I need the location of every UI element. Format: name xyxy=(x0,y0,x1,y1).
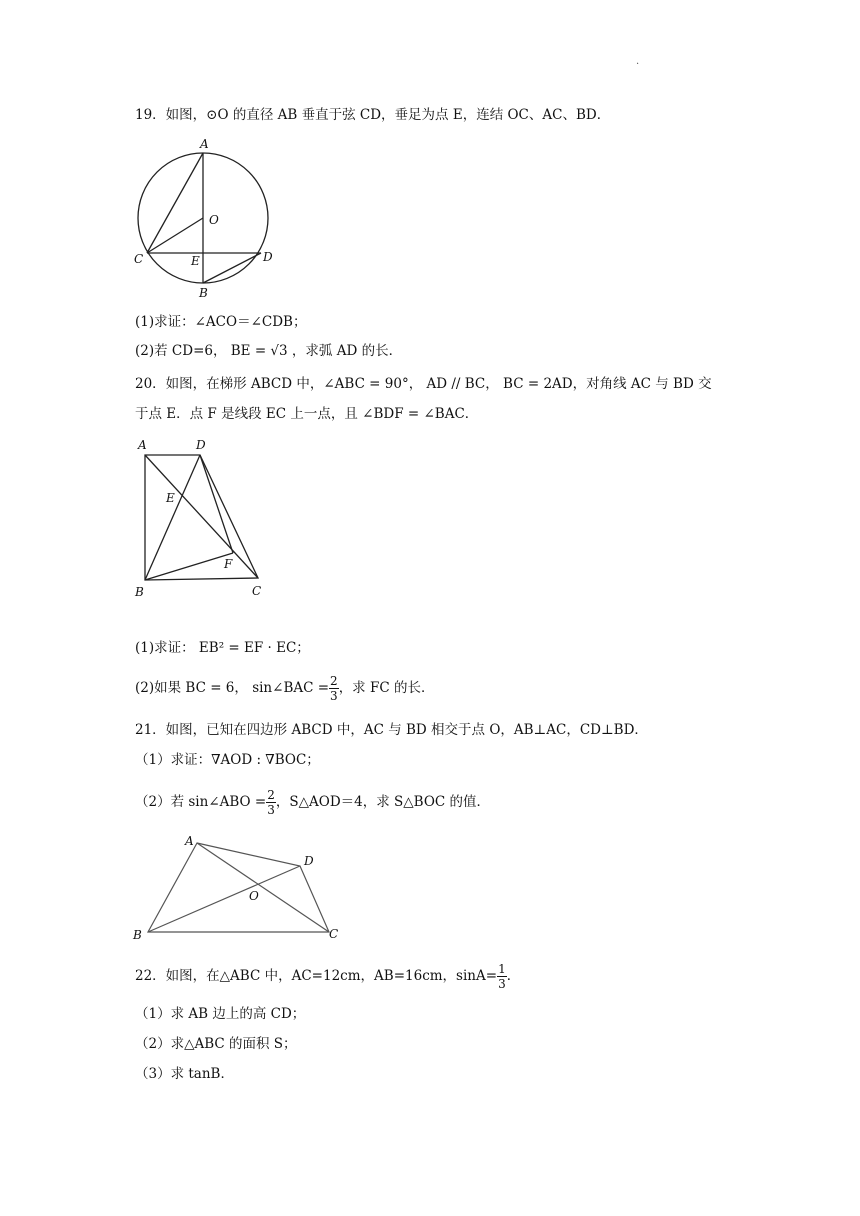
q22-stem-post: ． xyxy=(506,968,521,984)
label-a: A xyxy=(138,438,147,452)
q21-part2 xyxy=(135,788,490,817)
label-d: D xyxy=(263,250,273,264)
q20-fraction xyxy=(329,674,339,703)
label-b: B xyxy=(199,286,208,300)
corner-mark: . xyxy=(636,56,640,67)
q21-part2-pre: （2）若 sin∠ABO = xyxy=(135,794,267,810)
label-f: F xyxy=(224,557,233,571)
q20-stem-line2: 于点 E．点 F 是线段 EC 上一点，且 ∠BDF = ∠BAC． xyxy=(135,406,479,422)
q20-part2-pre: (2)如果 BC = 6， sin∠BAC = xyxy=(135,680,330,696)
q22-part1: （1）求 AB 边上的高 CD； xyxy=(135,1006,306,1022)
q22-part3: （3）求 tanB． xyxy=(135,1066,234,1082)
q21-frac-num: 2 xyxy=(267,788,275,802)
q20-stem-line1: 20．如图，在梯形 ABCD 中，∠ABC = 90°， AD // BC， BC = 2AD，对角线 AC 与 BD 交 xyxy=(135,376,712,392)
segment-ac xyxy=(147,153,203,253)
q21-stem: 21．如图，已知在四边形 ABCD 中，AC 与 BD 相交于点 O，AB⊥AC，CD⊥BD． xyxy=(135,722,648,738)
q22-part2: （2）求△ABC 的面积 S； xyxy=(135,1036,297,1052)
segment-bd xyxy=(203,253,261,283)
q22-stem-pre: 22．如图，在△ABC 中，AC=12cm，AB=16cm，sinA= xyxy=(135,968,498,984)
q22-frac-num: 1 xyxy=(498,962,506,976)
q22-stem xyxy=(135,962,520,991)
label-e: E xyxy=(166,491,175,505)
q20-part1: (1)求证： EB² = EF · EC； xyxy=(135,640,310,656)
diagonal-ac xyxy=(145,455,258,578)
diagonal-bd xyxy=(148,866,300,932)
label-a: A xyxy=(185,834,194,848)
diagonal-bd xyxy=(145,455,200,580)
q19-part1: (1)求证：∠ACO＝∠CDB； xyxy=(135,314,307,330)
label-d: D xyxy=(304,854,314,868)
q20-frac-den: 3 xyxy=(330,689,338,703)
label-o: O xyxy=(209,213,219,227)
segment-bf xyxy=(145,553,233,580)
q19-stem: 19．如图，⊙O 的直径 AB 垂直于弦 CD，垂足为点 E，连结 OC、AC、BD． xyxy=(135,107,611,123)
q22-fraction xyxy=(497,962,507,991)
q19-circle-figure xyxy=(130,135,290,300)
label-b: B xyxy=(133,928,142,942)
segment-df xyxy=(200,455,233,553)
q21-part1: （1）求证：∇AOD : ∇BOC； xyxy=(135,752,320,768)
q21-quadrilateral-figure xyxy=(130,832,345,944)
label-c: C xyxy=(329,927,339,941)
label-b: B xyxy=(135,585,144,599)
label-o: O xyxy=(249,889,259,903)
q20-frac-num: 2 xyxy=(330,674,338,688)
q21-part2-post: ，S△AOD＝4，求 S△BOC 的值． xyxy=(275,794,491,810)
q20-part2-post: ，求 FC 的长． xyxy=(338,680,435,696)
label-e: E xyxy=(191,254,200,268)
segment-oc xyxy=(147,218,203,253)
q20-part2 xyxy=(135,674,434,703)
q22-frac-den: 3 xyxy=(498,977,506,991)
label-c: C xyxy=(134,252,144,266)
label-a: A xyxy=(200,137,209,151)
q21-fraction xyxy=(266,788,276,817)
quadrilateral-abcd xyxy=(148,843,329,932)
q19-part2: (2)若 CD=6， BE = √3 ，求弧 AD 的长． xyxy=(135,343,403,359)
label-d: D xyxy=(196,438,206,452)
label-c: C xyxy=(252,584,262,598)
q20-trapezoid-figure xyxy=(130,435,275,600)
q21-frac-den: 3 xyxy=(267,803,275,817)
